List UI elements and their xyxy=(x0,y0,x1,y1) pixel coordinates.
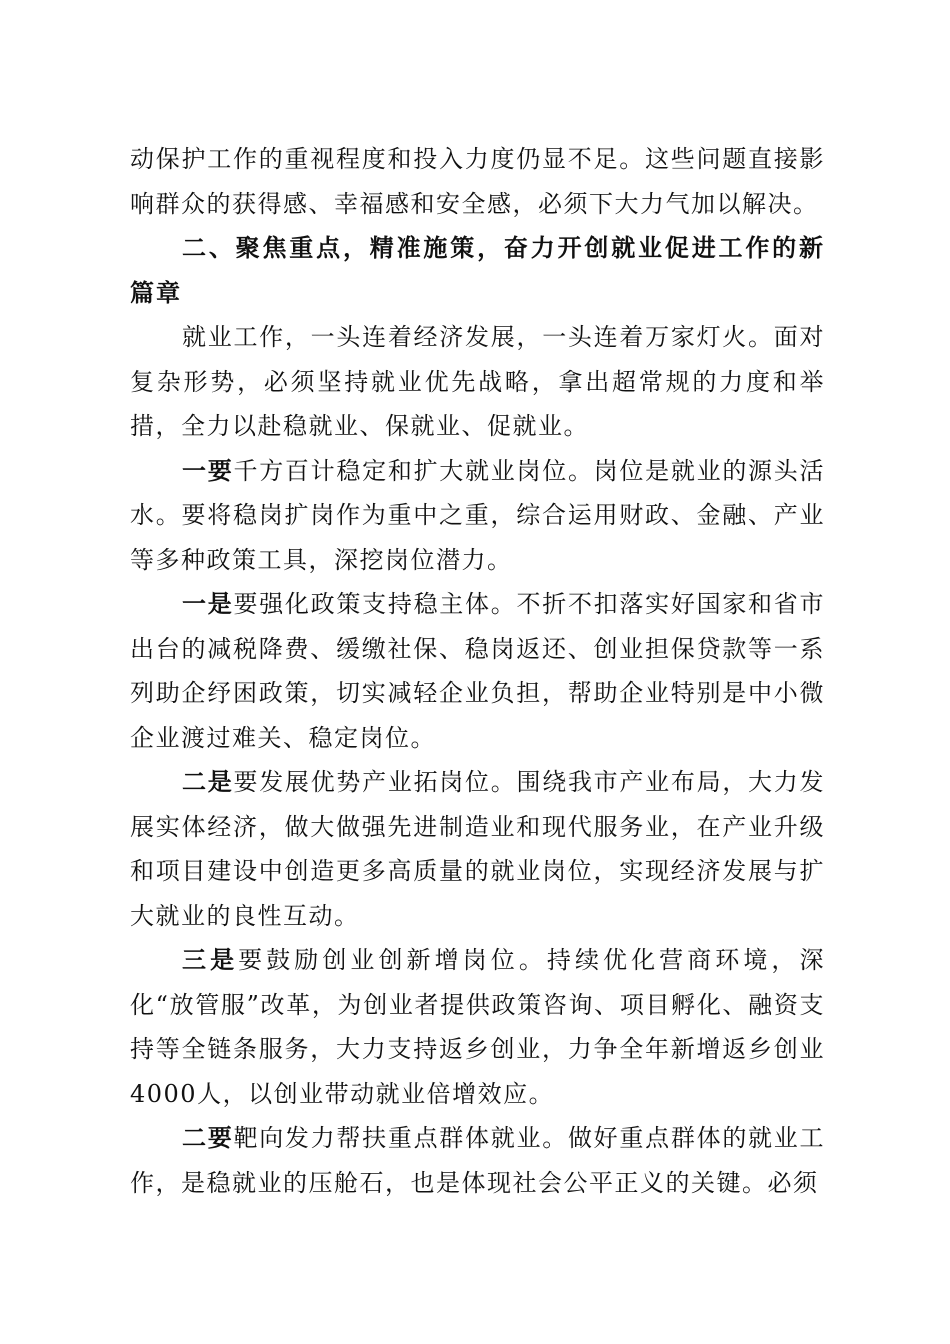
lead-text: 二要 xyxy=(182,1123,234,1152)
paragraph-continued: 动保护工作的重视程度和投入力度仍显不足。这些问题直接影响群众的获得感、幸福感和安全感，必须下大力气加以解决。 xyxy=(130,145,825,218)
paragraph-sub-1 xyxy=(130,582,825,760)
body-text: 千方百计稳定和扩大就业岗位。岗位是就业的源头活水。要将稳岗扩岗作为重中之重，综合运用财政、金融、产业等多种政策工具，深挖岗位潜力。 xyxy=(130,456,826,574)
body-text: 要强化政策支持稳主体。不折不扣落实好国家和省市出台的减税降费、缓缴社保、稳岗返还、创业担保贷款等一系列助企纾困政策，切实减轻企业负担，帮助企业特别是中小微企业渡过难关、稳定岗位。 xyxy=(130,590,826,752)
lead-text: 二是 xyxy=(182,767,234,796)
body-text: 要鼓励创业创新增岗位。持续优化营商环境，深化“放管服”改革，为创业者提供政策咨询、项目孵化、融资支持等全链条服务，大力支持返乡创业，力争全年新增返乡创业4000人，以创业带动就业倍增效应。 xyxy=(130,946,826,1108)
lead-text: 一要 xyxy=(182,455,234,485)
lead-text: 一是 xyxy=(182,589,234,618)
section-heading: 二、聚焦重点，精准施策，奋力开创就业促进工作的新篇章 xyxy=(130,233,825,307)
body-text: 靶向发力帮扶重点群体就业。做好重点群体的就业工作，是稳就业的压舱石，也是体现社会公平正义的关键。必须 xyxy=(130,1124,826,1197)
paragraph-point-1 xyxy=(130,449,825,583)
body-text: 要发展优势产业拓岗位。围绕我市产业布局，大力发展实体经济，做大做强先进制造业和现代服务业，在产业升级和项目建设中创造更多高质量的就业岗位，实现经济发展与扩大就业的良性互动。 xyxy=(130,768,826,930)
paragraph-intro: 就业工作，一头连着经济发展，一头连着万家灯火。面对复杂形势，必须坚持就业优先战略，拿出超常规的力度和举措，全力以赴稳就业、保就业、促就业。 xyxy=(130,323,825,440)
lead-text: 三是 xyxy=(182,945,239,974)
paragraph-sub-3 xyxy=(130,938,825,1116)
document-body xyxy=(130,137,825,1205)
paragraph-point-2 xyxy=(130,1116,825,1205)
paragraph-sub-2 xyxy=(130,760,825,938)
